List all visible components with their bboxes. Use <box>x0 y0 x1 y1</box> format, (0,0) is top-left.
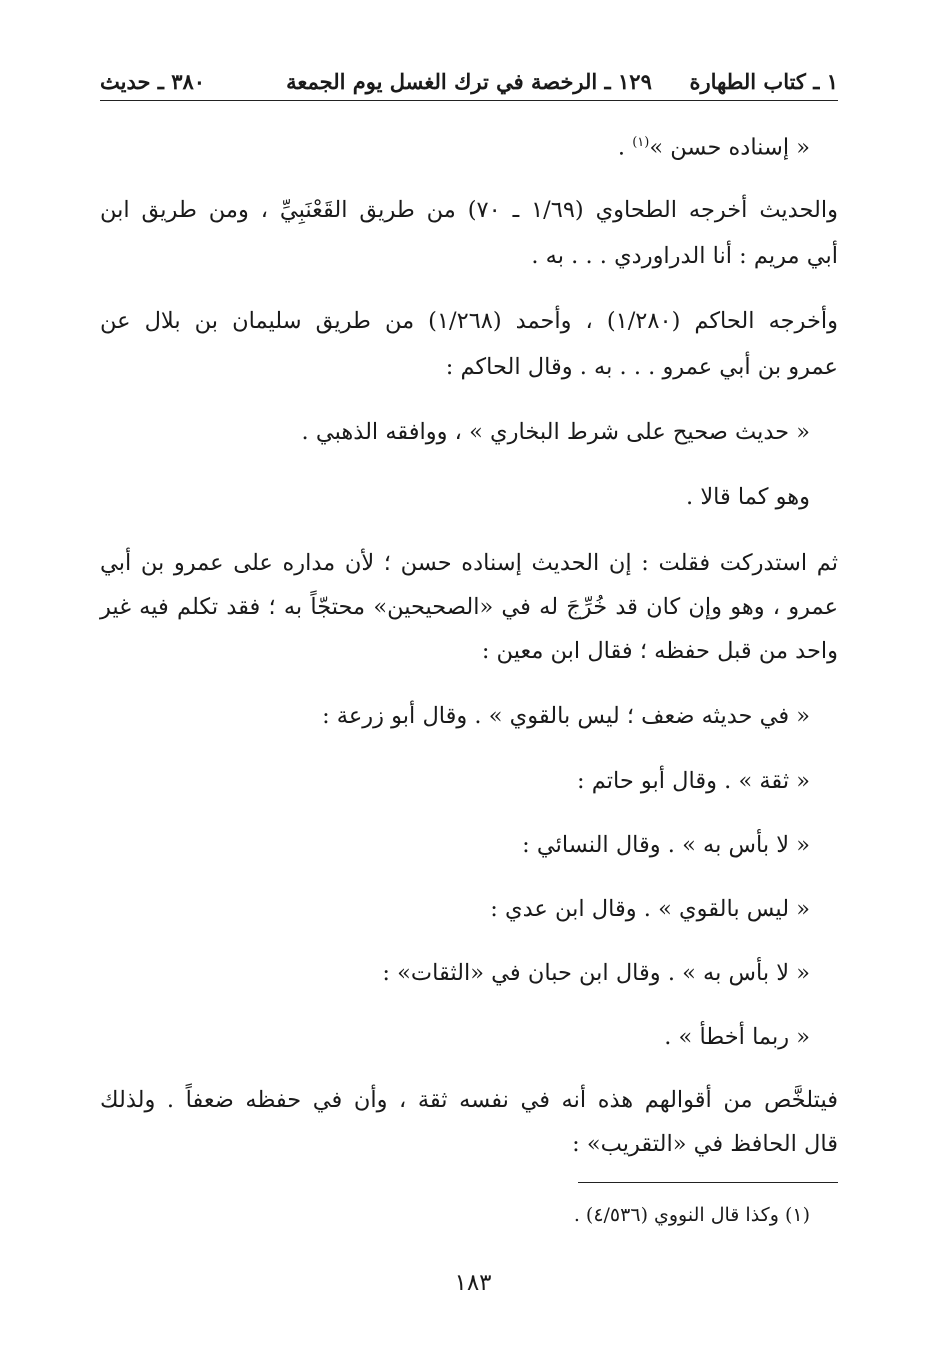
footnote: (١) وكذا قال النووي (٤/٥٣٦) . <box>573 1204 810 1226</box>
text-line: قال الحافظ في «التقريب» : <box>572 1131 838 1157</box>
running-header <box>100 62 838 98</box>
header-chapter-title: ١٢٩ ـ الرخصة في ترك الغسل يوم الجمعة <box>286 69 652 94</box>
text-line: « إسناده حسن »$^{(١)}$ . <box>617 134 810 161</box>
text-line: عمرو ، وهو وإن كان قد خُرِّجَ له في «الصحيحين» محتجّاً به ؛ فقد تكلم فيه غير <box>100 594 838 620</box>
footnote-marker: (١) <box>632 135 650 150</box>
header-hadith-number: ٣٨٠ ـ حديث <box>100 69 206 94</box>
text-line: « ليس بالقوي » . وقال ابن عدي : <box>490 896 810 922</box>
text-line: « لا بأس به » . وقال النسائي : <box>522 832 810 858</box>
text-line: عمرو بن أبي عمرو . . . به . وقال الحاكم : <box>445 354 838 380</box>
quote-text: « إسناده حسن » <box>649 134 810 161</box>
text-line: فيتلخَّص من أقوالهم هذه أنه في نفسه ثقة ، وأن في حفظه ضعفاً . ولذلك <box>100 1087 838 1113</box>
header-divider <box>100 100 838 101</box>
text-line: أبي مريم : أنا الدراوردي . . . به . <box>531 243 838 269</box>
text-line: وهو كما قالا . <box>686 484 810 510</box>
text-line: ثم استدركت فقلت : إن الحديث إسناده حسن ؛ لأن مداره على عمرو بن أبي <box>100 550 838 576</box>
header-book-title: ١ ـ كتاب الطهارة <box>689 69 838 94</box>
text-line: « حديث صحيح على شرط البخاري » ، ووافقه الذهبي . <box>301 419 810 445</box>
text-line: واحد من قبل حفظه ؛ فقال ابن معين : <box>481 638 838 664</box>
text-line: وأخرجه الحاكم (١/٢٨٠) ، وأحمد (١/٢٦٨) من طريق سليمان بن بلال عن <box>100 308 838 334</box>
text-line: والحديث أخرجه الطحاوي (١/٦٩ ـ ٧٠) من طريق القَعْنَبِيِّ ، ومن طريق ابن <box>100 197 838 223</box>
text-line: « في حديثه ضعف ؛ ليس بالقوي » . وقال أبو زرعة : <box>322 703 810 729</box>
text-line: « ثقة » . وقال أبو حاتم : <box>577 768 810 794</box>
text-line: « ربما أخطأ » . <box>664 1024 810 1050</box>
page-number: ١٨٣ <box>454 1270 492 1296</box>
footnote-divider <box>578 1182 838 1183</box>
text-line: « لا بأس به » . وقال ابن حبان في «الثقات» : <box>382 960 810 986</box>
